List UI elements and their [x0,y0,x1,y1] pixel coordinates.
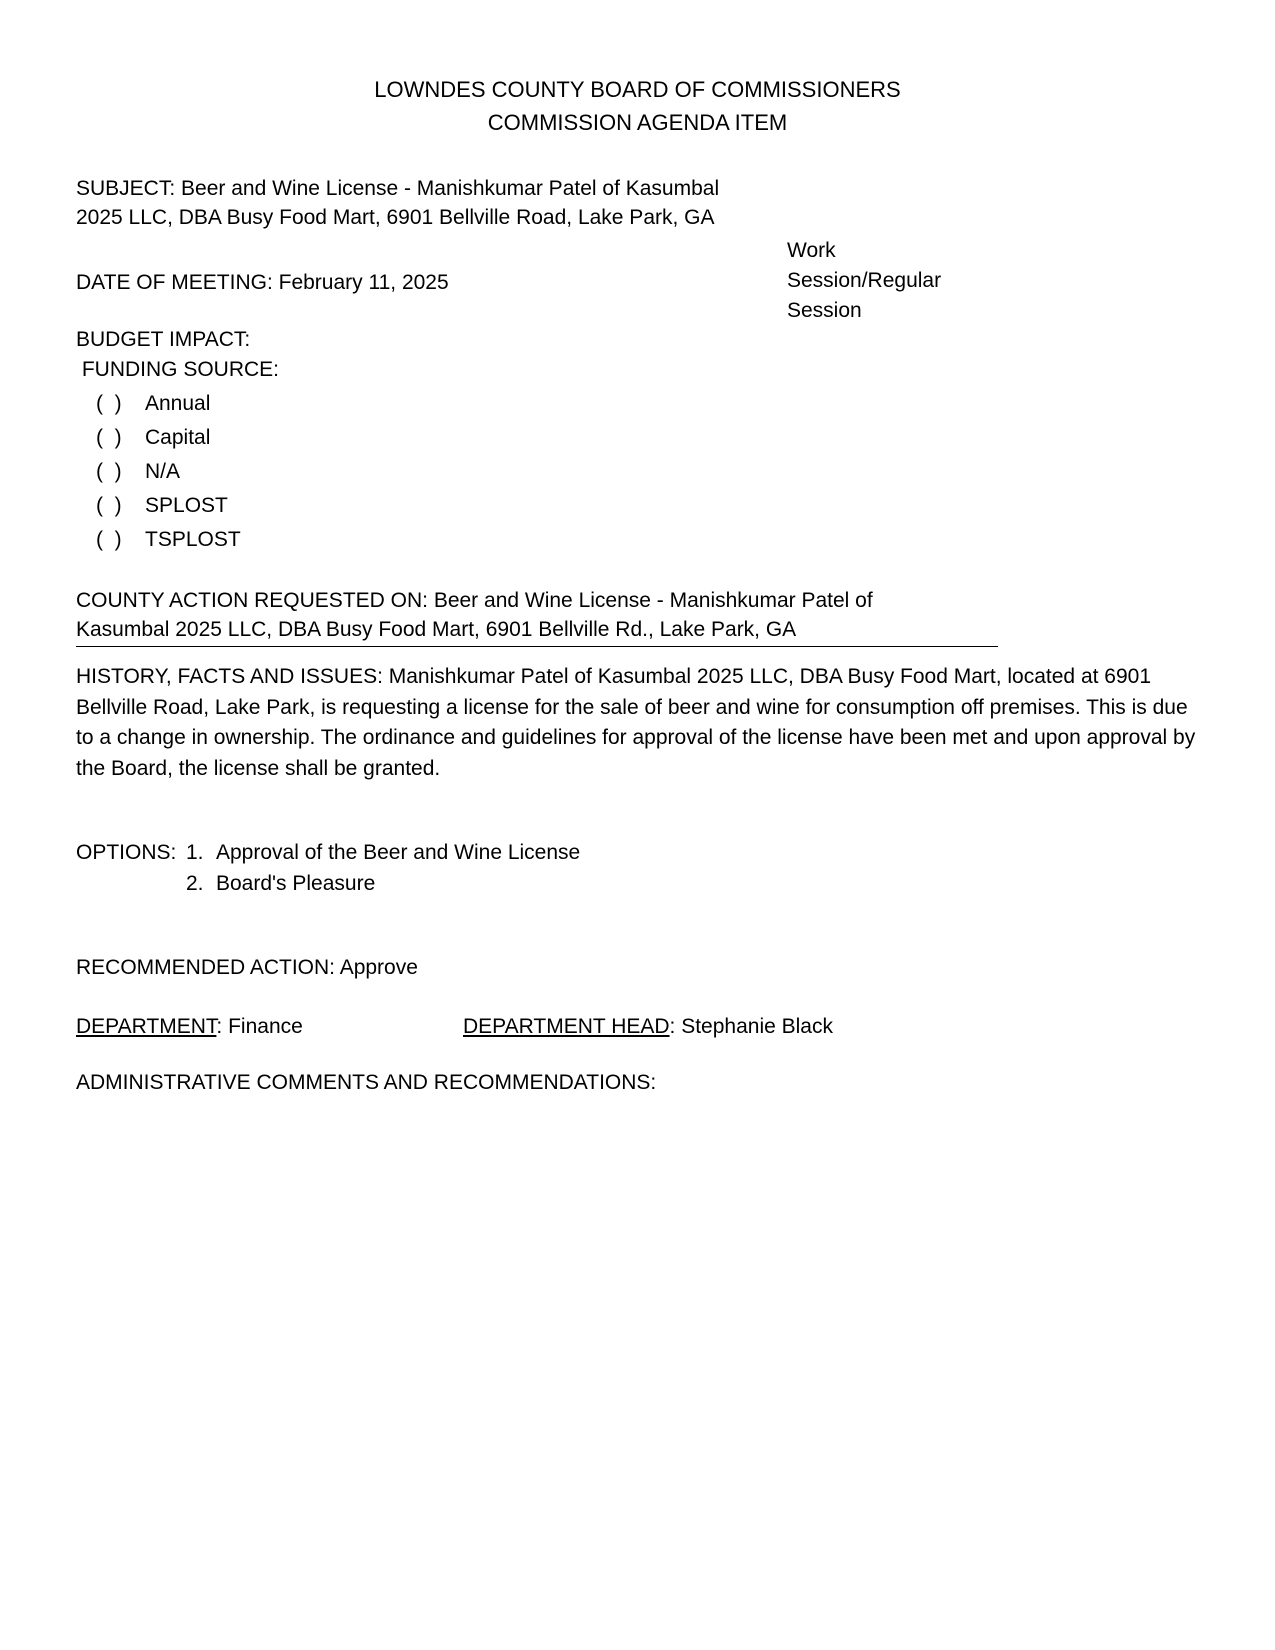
funding-checkbox-splost: ( ) [96,494,122,517]
department-field [76,1012,303,1042]
department-label: DEPARTMENT [76,1015,217,1038]
funding-checkbox-annual: ( ) [96,392,122,415]
department-head-field [463,1012,833,1042]
option-1-number: 1. [186,841,204,864]
funding-checkbox-capital: ( ) [96,426,122,449]
subject-line2: 2025 LLC, DBA Busy Food Mart, 6901 Bellville Road, Lake Park, GA [76,206,715,229]
department-value: : Finance [216,1015,303,1038]
funding-option-splost: SPLOST [145,494,228,517]
history-facts-issues: HISTORY, FACTS AND ISSUES: Manishkumar Patel of Kasumbal 2025 LLC, DBA Busy Food Mart, located at 6901 Bellville Road, Lake Park, is requesting a license for the sale of beer and wine for consumption off premises. This is due to a change in ownership. The ordinance and guidelines for approval of the license have been met and upon approval by the Board, the license shall be granted. [76,665,1196,780]
funding-option-na: N/A [145,460,181,483]
option-1-text: Approval of the Beer and Wine License [216,841,581,864]
funding-checkbox-tsplost: ( ) [96,528,122,551]
department-head-label: DEPARTMENT HEAD [463,1015,670,1038]
header-title-line2: COMMISSION AGENDA ITEM [487,110,788,135]
session-line1: Work [787,239,836,262]
section-divider [76,646,998,647]
admin-comments-label: ADMINISTRATIVE COMMENTS AND RECOMMENDATIONS: [76,1071,657,1094]
department-head-value: : Stephanie Black [669,1015,833,1038]
option-2-number: 2. [186,872,204,895]
funding-option-annual: Annual [145,392,211,415]
options-label: OPTIONS: [76,841,177,864]
county-action-line1: COUNTY ACTION REQUESTED ON: Beer and Wine License - Manishkumar Patel of [76,589,873,612]
budget-impact-label: BUDGET IMPACT: [76,328,251,351]
funding-source-label: FUNDING SOURCE: [76,358,280,381]
county-action-line2: Kasumbal 2025 LLC, DBA Busy Food Mart, 6901 Bellville Rd., Lake Park, GA [76,618,797,641]
header-title-line1: LOWNDES COUNTY BOARD OF COMMISSIONERS [374,77,901,102]
funding-option-tsplost: TSPLOST [145,528,241,551]
option-2-text: Board's Pleasure [216,872,376,895]
meeting-date: DATE OF MEETING: February 11, 2025 [76,271,449,294]
subject-line1: SUBJECT: Beer and Wine License - Manishkumar Patel of Kasumbal [76,177,720,200]
funding-option-capital: Capital [145,426,211,449]
session-line2: Session/Regular [787,269,942,292]
recommended-action: RECOMMENDED ACTION: Approve [76,956,418,979]
funding-checkbox-na: ( ) [96,460,122,483]
session-line3: Session [787,299,862,322]
